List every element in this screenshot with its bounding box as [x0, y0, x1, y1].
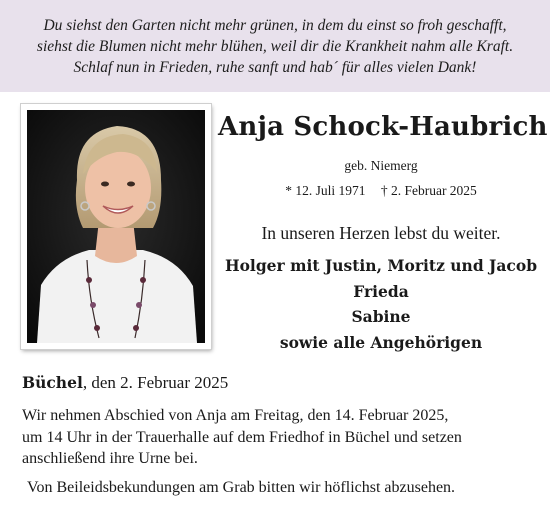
place-name: Büchel [22, 373, 83, 392]
motto: In unseren Herzen lebst du weiter. [261, 223, 501, 243]
funeral-details [22, 405, 462, 470]
poem-line: siehst die Blumen nicht mehr blühen, weil dir die Krankheit nahm alle Kraft. [36, 37, 514, 55]
death-date: † 2. Februar 2025 [380, 183, 477, 198]
closing-note: Von Beileidsbekundungen am Grab bitten wir höflichst abzusehen. [27, 479, 456, 496]
notice-date: , den 2. Februar 2025 [82, 373, 229, 392]
portrait-photo [21, 104, 211, 349]
family-line: Sabine [351, 307, 411, 326]
funeral-line: Wir nehmen Abschied von Anja am Freitag, den 14. Februar 2025, [22, 407, 449, 424]
birth-date: * 12. Juli 1971 [285, 183, 366, 198]
family-line: Frieda [353, 282, 409, 301]
portrait-image [27, 110, 205, 343]
poem-banner [0, 0, 550, 92]
funeral-line: anschließend ihre Urne bei. [22, 450, 198, 467]
family-line: Holger mit Justin, Moritz und Jacob [224, 256, 538, 275]
poem-line: Schlaf nun in Frieden, ruhe sanft und hab´ für alles vielen Dank! [73, 58, 477, 76]
family-line: sowie alle Angehörigen [279, 333, 483, 352]
poem-line: Du siehst den Garten nicht mehr grünen, in dem du einst so froh geschafft, [43, 16, 507, 34]
life-dates [222, 183, 540, 199]
place-date [22, 373, 228, 393]
deceased-name: Anja Schock-Haubrich [218, 112, 548, 142]
funeral-line: um 14 Uhr in der Trauerhalle auf dem Friedhof in Büchel und setzen [22, 428, 462, 446]
birth-name: geb. Niemerg [344, 158, 418, 173]
